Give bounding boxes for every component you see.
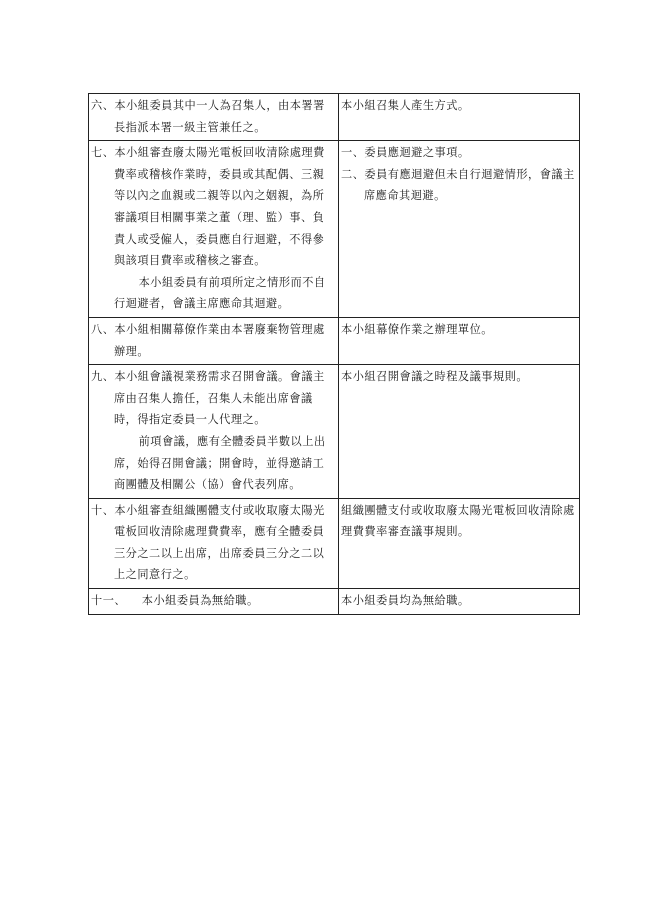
- provision-cell: [89, 589, 339, 615]
- article-number: 八、: [91, 322, 115, 336]
- explanation-text: 組織團體支付或收取廢太陽光電板回收清除處理費費率審查議事規則。: [341, 503, 575, 539]
- explanation-item: 一、委員應迴避之事項。: [341, 146, 470, 160]
- article-number: 九、: [91, 370, 115, 384]
- provision-paragraph: 本小組委員有前項所定之情形而不自行迴避者，會議主席應命其迴避。: [113, 275, 326, 311]
- provision-text: 十一、 本小組委員為無給職。: [91, 594, 259, 608]
- provision-text: 十、本小組審查組織團體支付或收取廢太陽光電板回收清除處理費費率，應有全體委員三分之二以上出席，出席委員三分之二以上之同意行之。: [91, 503, 325, 582]
- provision-cell: [89, 365, 339, 499]
- explanation-text: 本小組委員均為無給職。: [341, 594, 470, 608]
- table-row: [89, 317, 580, 364]
- provision-cell: [89, 317, 339, 364]
- article-number: 十、: [91, 503, 115, 517]
- explanation-item: 二、委員有應迴避但未自行迴避情形，會議主席應命其迴避。: [341, 167, 575, 203]
- article-number: 七、: [91, 146, 115, 160]
- explanation-cell: [339, 498, 580, 588]
- explanation-cell: [339, 94, 580, 141]
- explanation-text: 本小組召集人產生方式。: [341, 99, 470, 112]
- regulation-table: [88, 93, 580, 615]
- explanation-text: 本小組幕僚作業之辦理單位。: [341, 322, 493, 336]
- provision-text: 八、本小組相關幕僚作業由本署廢棄物管理處辦理。: [91, 322, 325, 358]
- explanation-cell: [339, 589, 580, 615]
- item-number: 一、: [341, 146, 365, 160]
- table-row: [89, 365, 580, 499]
- table-row: [89, 589, 580, 615]
- explanation-cell: [339, 141, 580, 318]
- article-number: 六、: [91, 99, 115, 112]
- provision-cell: [89, 498, 339, 588]
- item-number: 二、: [341, 167, 365, 181]
- provision-text: 七、本小組審查廢太陽光電板回收清除處理費費率或稽核作業時，委員或其配偶、三親等以內之血親或二親等以內之姻親，為所審議項目相關事業之董（理、監）事、負責人或受僱人，委員應自行迴避，不得參與該項目費率或稽核之審查。: [91, 146, 325, 268]
- article-number: 十一、: [91, 594, 127, 608]
- explanation-text: 本小組召開會議之時程及議事規則。: [341, 370, 529, 384]
- explanation-cell: [339, 317, 580, 364]
- provision-cell: [89, 141, 339, 318]
- table-row: [89, 141, 580, 318]
- provision-text: 九、本小組會議視業務需求召開會議。會議主席由召集人擔任，召集人未能出席會議時，得指定委員一人代理之。: [91, 370, 325, 427]
- provision-text: 六、本小組委員其中一人為召集人，由本署署長指派本署一級主管兼任之。: [91, 99, 325, 134]
- provision-cell: [89, 94, 339, 141]
- provision-paragraph: 前項會議，應有全體委員半數以上出席，始得召開會議；開會時，並得邀請工商團體及相關公（協）會代表列席。: [113, 434, 326, 492]
- table-row: [89, 94, 580, 141]
- explanation-cell: [339, 365, 580, 499]
- table-row: [89, 498, 580, 588]
